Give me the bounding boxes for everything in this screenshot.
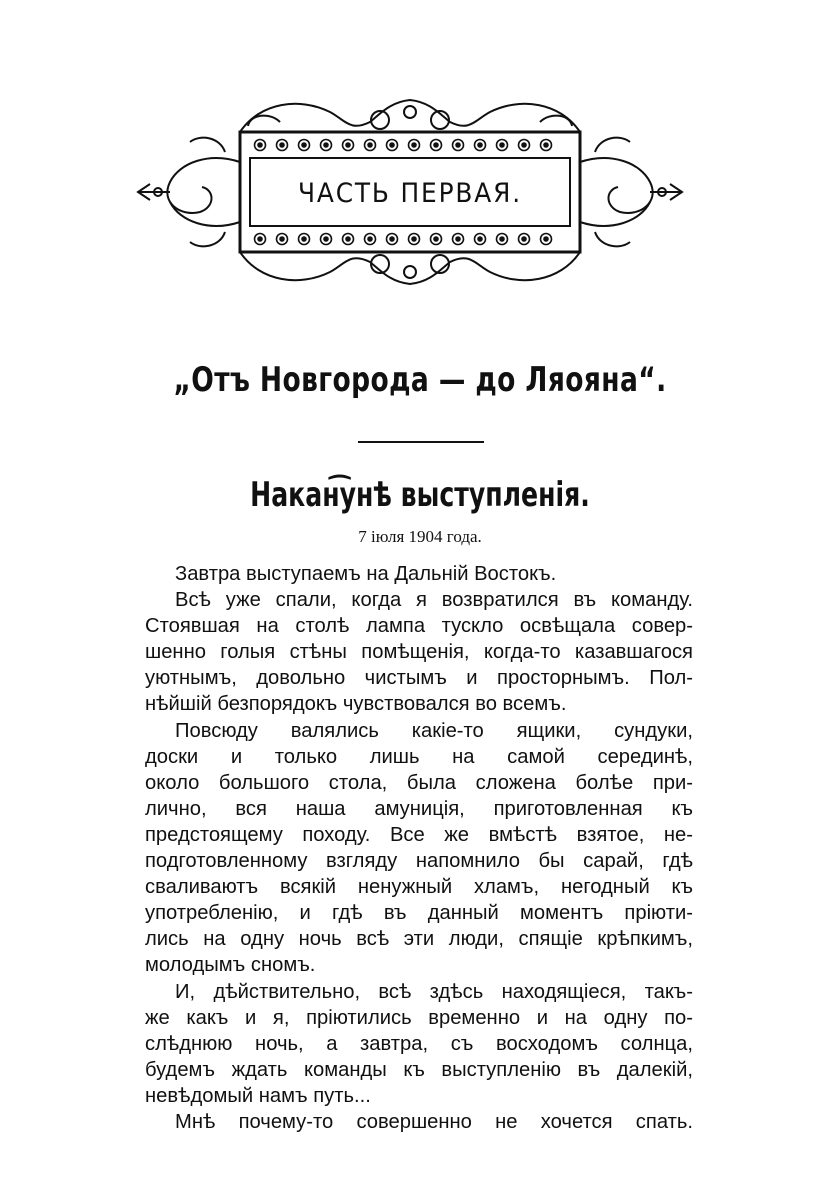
text-line: шенно голыя стѣны помѣщенія, когда-то казавшагося	[145, 641, 693, 664]
text-line: Мнѣ почему-то совершенно не хочется спать.	[175, 1110, 693, 1133]
text-line: слѣднюю ночь, а завтра, съ восходомъ солнца,	[145, 1032, 693, 1055]
text-line: нѣйшій безпорядокъ чувствовался во всемъ.	[145, 693, 567, 716]
book-title: „Отъ Новгорода — до Ляояна“.	[173, 360, 667, 400]
text-line: сваливаютъ всякій ненужный хламъ, негодный къ	[145, 876, 693, 899]
text-line: молодымъ сномъ.	[145, 954, 316, 977]
part-heading: ЧАСТЬ ПЕРВАЯ.	[298, 177, 522, 209]
text-line: невѣдомый намъ путь...	[145, 1084, 371, 1107]
text-line: доски и только лишь на самой серединѣ,	[145, 745, 693, 768]
text-line: употребленію, и гдѣ въ данный моментъ пріюти-	[145, 902, 693, 925]
text-line: будемъ ждать команды къ выступленію въ далекій,	[145, 1058, 693, 1081]
chapter-title: Накан͡унѣ выступленія.	[250, 475, 590, 515]
text-line: Завтра выступаемъ на Дальній Востокъ.	[175, 563, 557, 585]
text-line: же какъ и я, пріютились временно и на одну по-	[145, 1006, 693, 1029]
text-line: предстоящему походу. Все же вмѣстѣ взятое, не-	[145, 823, 693, 846]
text-line: подготовленному взгляду напомнило бы сарай, гдѣ	[145, 850, 693, 873]
text-line: Стоявшая на столѣ лампа тускло освѣщала совер-	[145, 615, 693, 638]
text-line: уютнымъ, довольно чистымъ и просторнымъ. Пол-	[145, 667, 693, 690]
text-line: Всѣ уже спали, когда я возвратился въ команду.	[175, 589, 693, 612]
text-line: лично, вся наша амуниція, приготовленная къ	[145, 797, 693, 820]
divider-rule	[358, 441, 484, 443]
text-line: И, дѣйствительно, всѣ здѣсь находящіеся, такъ-	[175, 980, 693, 1003]
chapter-date: 7 іюля 1904 года.	[358, 527, 482, 546]
text-line: Повсюду валялись какіе-то ящики, сундуки,	[175, 719, 693, 742]
text-line: около большого стола, была сложена болѣе при-	[145, 771, 693, 794]
text-line: лись на одну ночь всѣ эти люди, спящіе крѣпкимъ,	[145, 928, 693, 951]
body-text	[145, 561, 693, 1135]
